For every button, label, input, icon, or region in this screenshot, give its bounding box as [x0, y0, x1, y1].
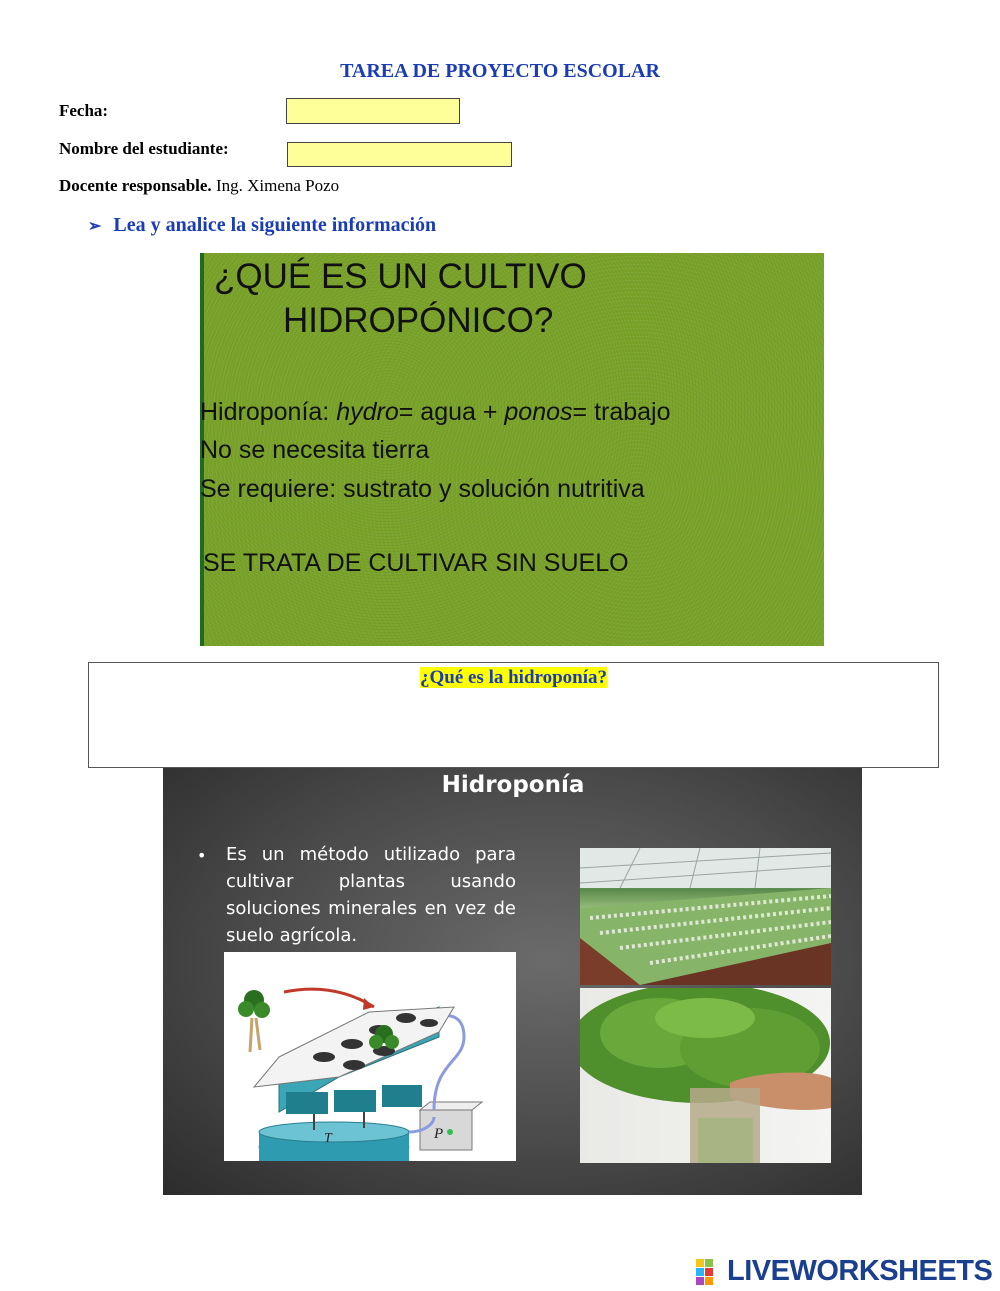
nombre-label: Nombre del estudiante: [59, 139, 229, 158]
fecha-label: Fecha: [59, 101, 109, 120]
docente-label: Docente responsable. [59, 176, 212, 195]
hydroponic-diagram [224, 952, 516, 1161]
lettuce-photo [580, 988, 831, 1163]
arrow-bullet-icon: ➢ [88, 218, 102, 235]
slide1-line-definition: Hidroponía: hydro= agua + ponos= trabajo [200, 398, 671, 426]
slide1-title-line2: HIDROPÓNICO? [283, 301, 554, 340]
greenhouse-photo [580, 848, 831, 985]
slide1-line-sin-suelo: SE TRATA DE CULTIVAR SIN SUELO [203, 549, 629, 577]
instruction-text: Lea y analice la siguiente información [113, 214, 437, 236]
slide-hidroponia [163, 768, 862, 1195]
hydroponic-system-illustration [224, 952, 516, 1161]
docente-line [59, 176, 339, 196]
bullet-icon: • [197, 846, 207, 865]
docente-value: Ing. Ximena Pozo [215, 176, 340, 195]
question-text: ¿Qué es la hidroponía? [419, 667, 608, 688]
liveworksheets-logo-icon [695, 1255, 725, 1287]
nombre-input[interactable] [287, 142, 512, 167]
answer-box[interactable] [88, 662, 939, 768]
slide1-title-line1: ¿QUÉ ES UN CULTIVO [214, 257, 587, 296]
fecha-input[interactable] [286, 98, 460, 124]
liveworksheets-brand: LIVEWORKSHEETS [727, 1255, 993, 1287]
diagram-label-p: P [434, 1126, 444, 1142]
slide2-title: Hidroponía [441, 772, 585, 798]
diagram-label-t: T [324, 1131, 332, 1146]
greenhouse-illustration [580, 848, 831, 985]
page-title: TAREA DE PROYECTO ESCOLAR [340, 60, 660, 82]
slide-cultivo-hidroponico [200, 253, 824, 646]
instruction [88, 214, 436, 237]
slide2-definition: Es un método utilizado para cultivar plantas usando soluciones minerales en vez de suelo agrícola. [226, 844, 516, 946]
slide1-line-no-tierra: No se necesita tierra [200, 436, 430, 464]
lettuce-illustration [580, 988, 831, 1163]
slide1-line-sustrato: Se requiere: sustrato y solución nutritiva [200, 475, 645, 503]
